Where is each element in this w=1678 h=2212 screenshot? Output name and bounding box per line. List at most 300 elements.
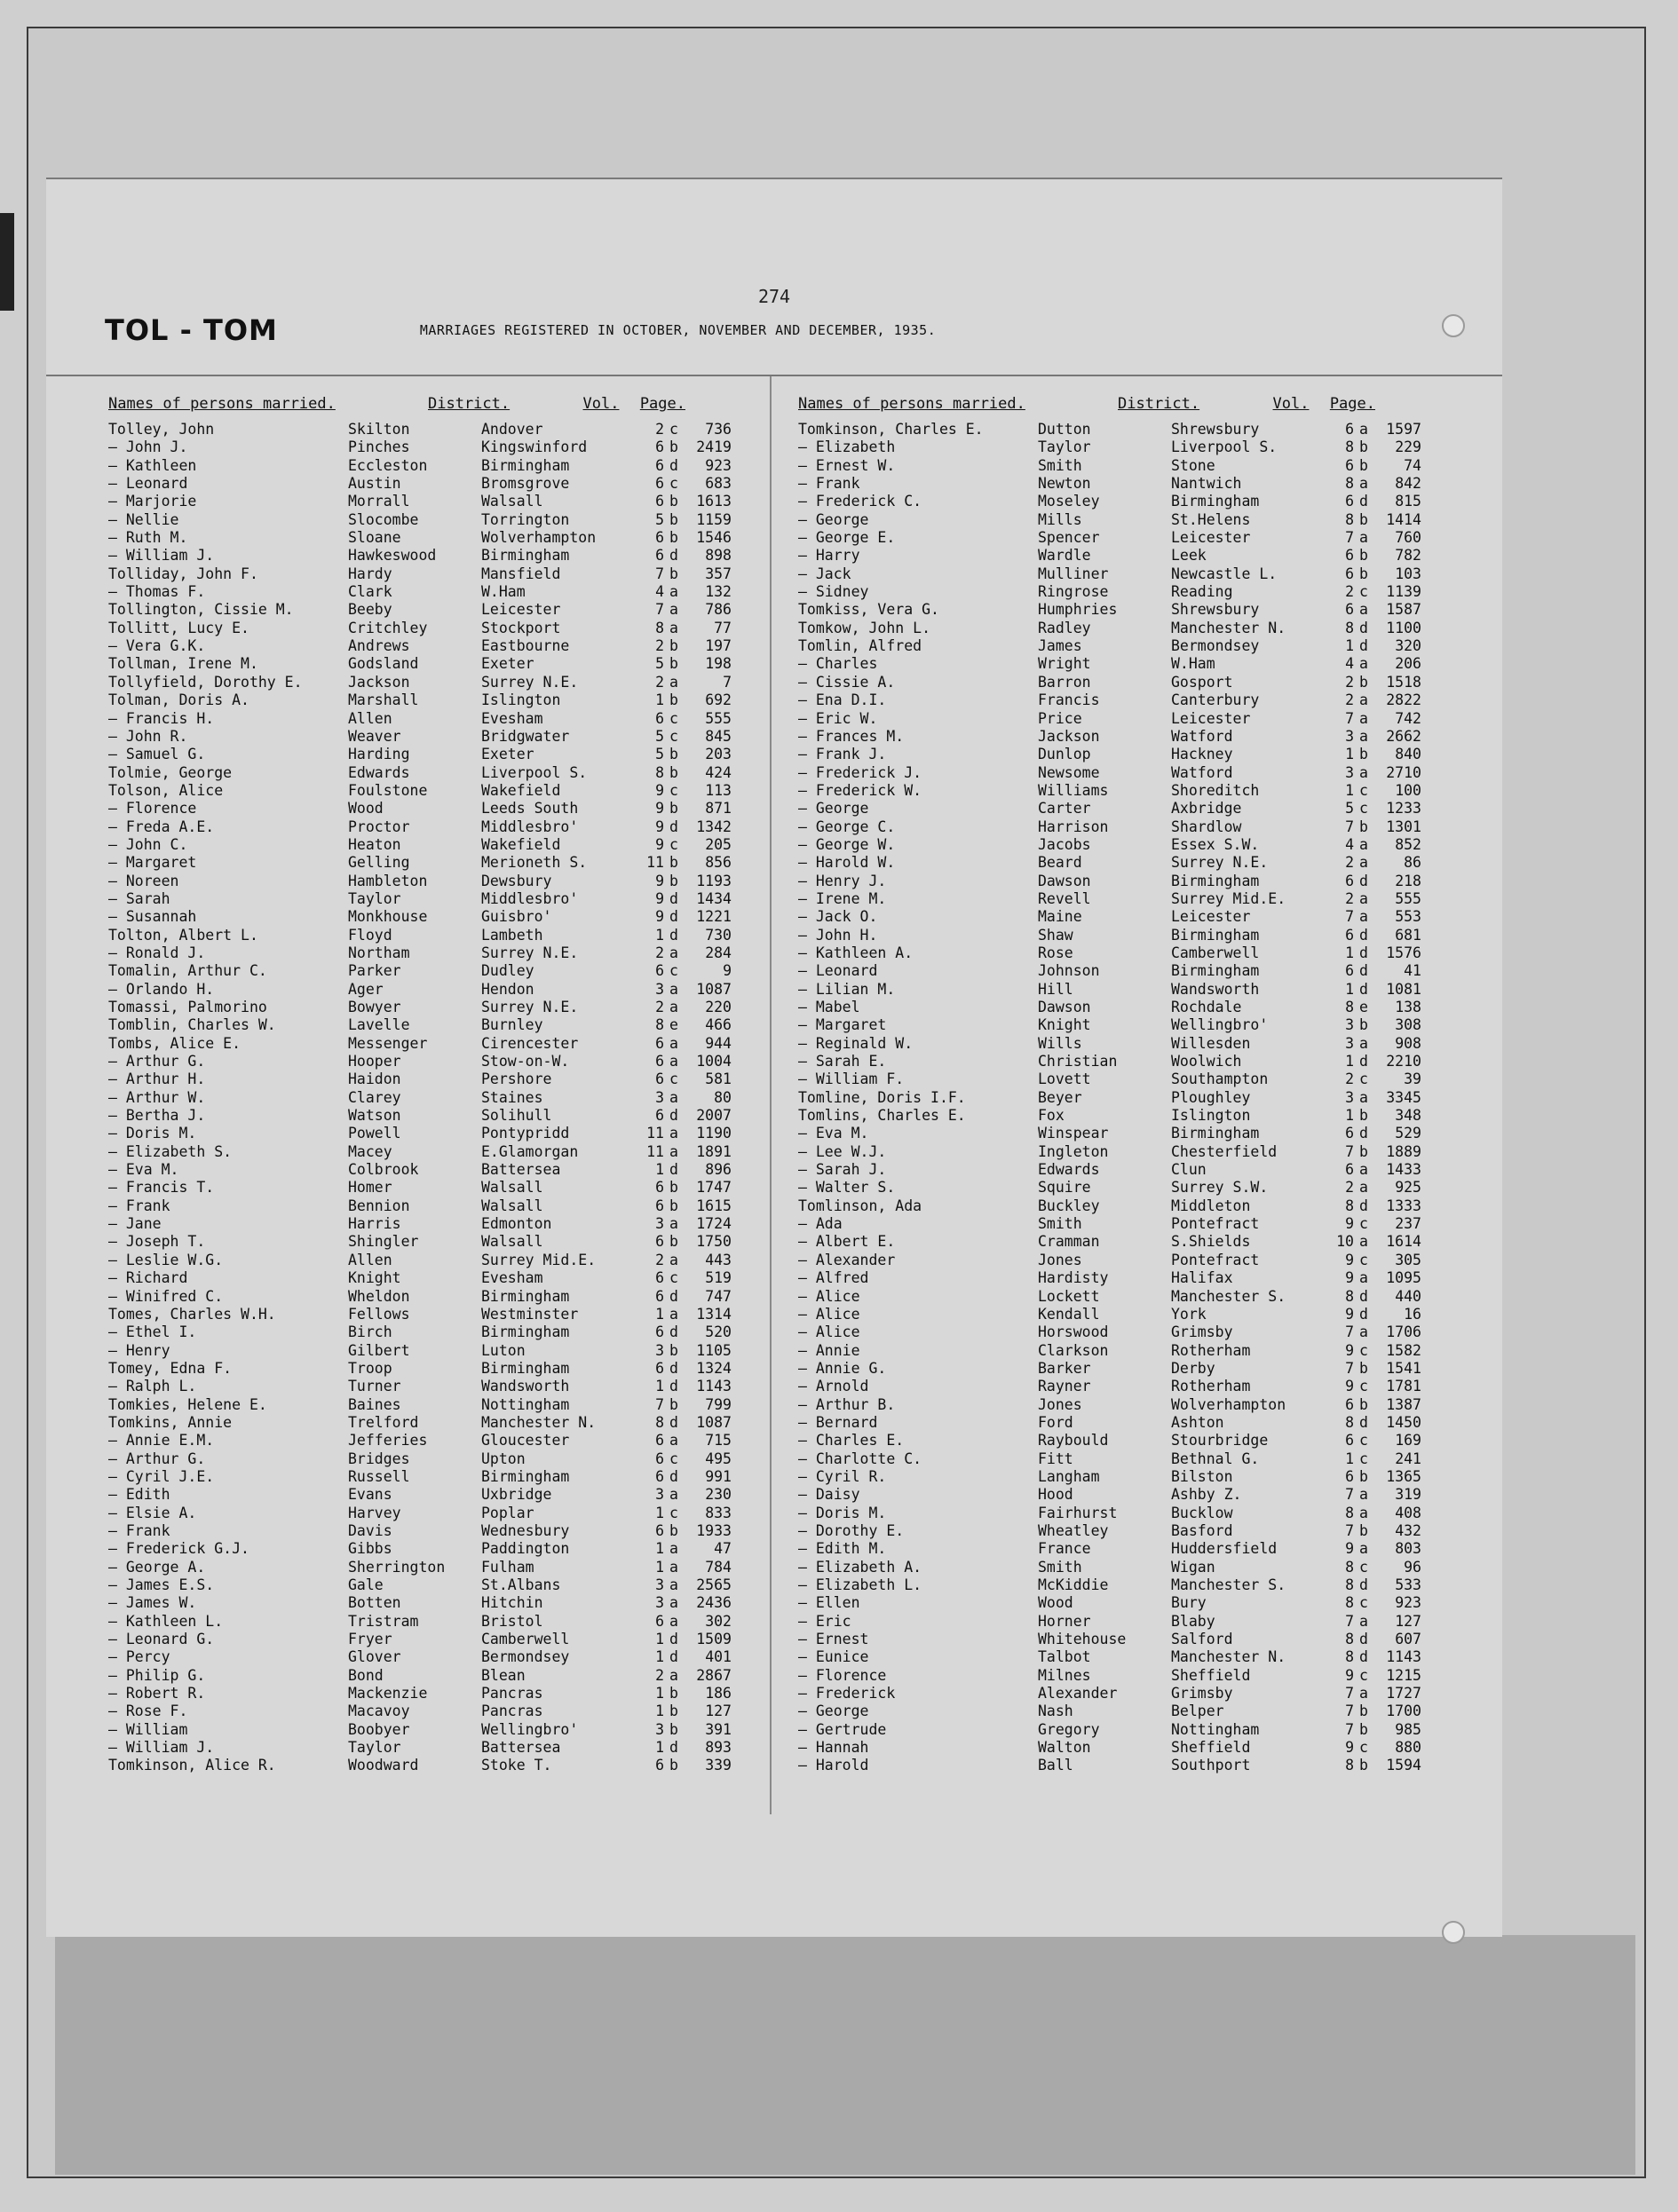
entry-district: Walsall [481,493,543,510]
entry-vol-letter: b [669,655,678,673]
entry-name: — Nellie [108,510,179,528]
entry-spouse: Humphries [1038,601,1118,619]
register-entry [798,782,1491,800]
entry-spouse: Jacobs [1038,835,1091,853]
entry-page: 16 [1404,1305,1421,1323]
entry-vol-number: 1 [655,1504,664,1521]
register-entry [798,620,1491,637]
entry-name: — Francis H. [108,709,215,727]
entry-district: Merioneth S. [481,854,588,872]
register-entry [108,1035,801,1053]
entry-page: 730 [705,926,732,944]
entry-spouse: Russell [348,1467,410,1485]
entry-name: — Doris M. [798,1504,887,1521]
entry-name: — Florence [798,1666,887,1684]
entry-name: — Bertha J. [108,1107,206,1125]
register-entry [108,1179,801,1197]
entry-spouse: Edwards [348,763,410,781]
entry-district: Middleton [1171,1197,1251,1214]
entry-vol-number: 9 [655,908,664,926]
entry-vol-letter: b [669,763,678,781]
entry-vol-letter: d [669,1359,678,1377]
entry-name: — Charles [798,655,878,673]
entry-vol-number: 6 [655,493,664,510]
entry-spouse: Gregory [1038,1720,1100,1738]
register-entry [108,1522,801,1540]
entry-spouse: Winspear [1038,1125,1109,1142]
entry-vol-number: 1 [1345,1107,1354,1125]
entry-vol-number: 8 [1345,1631,1354,1648]
entry-page: 1700 [1386,1702,1421,1720]
entry-vol-number: 6 [655,1612,664,1630]
entry-spouse: Raybould [1038,1432,1109,1450]
entry-vol-letter: a [669,1558,678,1576]
entry-vol-number: 9 [1345,1215,1354,1233]
entry-vol-number: 6 [655,1432,664,1450]
entry-name: — Ernest [798,1631,869,1648]
register-entry [108,655,801,673]
register-entry [798,691,1491,709]
entry-page: 432 [1395,1521,1421,1539]
entry-district: Bucklow [1171,1504,1233,1521]
entry-spouse: Radley [1038,619,1091,636]
page-number: 274 [757,286,791,307]
register-entry [798,890,1491,908]
entry-vol-letter: c [1359,583,1368,601]
entry-district: Blean [481,1666,526,1684]
register-entry [798,1505,1491,1522]
register-entry [798,764,1491,782]
entry-name: Tomlins, Charles E. [798,1107,966,1125]
entry-page: 1541 [1386,1359,1421,1377]
entry-spouse: Barker [1038,1359,1091,1377]
entry-vol-letter: d [669,1161,678,1179]
register-entry [798,800,1491,818]
entry-vol-letter: d [669,1378,678,1395]
entry-district: Walsall [481,1179,543,1197]
entry-spouse: Allen [348,1251,392,1268]
register-entry [108,1161,801,1179]
entry-name: — Harold W. [798,854,896,872]
entry-vol-letter: d [1359,1631,1368,1648]
entry-spouse: Talbot [1038,1648,1091,1666]
entry-name: — Frederick W. [798,781,922,799]
entry-page: 1159 [696,510,732,528]
entry-name: — Frank [798,475,860,493]
entry-spouse: Dunlop [1038,746,1091,763]
entry-spouse: Marshall [348,691,419,709]
entry-district: Staines [481,1088,543,1106]
entry-spouse: Mills [1038,510,1082,528]
page-title: TOL - TOM [105,313,278,347]
entry-spouse: Heaton [348,835,401,853]
entry-name: — George [798,510,869,528]
entry-district: York [1171,1305,1207,1323]
register-entry [108,547,801,565]
entry-district: Hitchin [481,1594,543,1612]
entry-page: 1450 [1386,1413,1421,1431]
entry-vol-letter: b [1359,1521,1368,1539]
entry-vol-number: 1 [655,926,664,944]
entry-district: Surrey Mid.E. [481,1251,597,1268]
entry-district: Reading [1171,583,1233,601]
entry-vol-letter: d [1359,1287,1368,1305]
entry-district: Kingswinford [481,438,588,456]
entry-vol-number: 7 [1345,1521,1354,1539]
entry-spouse: Watson [348,1107,401,1125]
entry-page: 1081 [1386,980,1421,998]
entry-page: 1143 [1386,1648,1421,1666]
entry-vol-letter: a [669,1432,678,1450]
entry-page: 305 [1395,1251,1421,1268]
entry-name: — James W. [108,1594,197,1612]
register-entry [108,710,801,728]
entry-district: Pontypridd [481,1125,570,1142]
register-entry [798,565,1491,583]
register-entry [108,620,801,637]
entry-vol-number: 5 [655,727,664,745]
entry-vol-number: 6 [655,1107,664,1125]
entry-name: — Elsie A. [108,1504,197,1521]
entry-page: 357 [705,565,732,582]
register-entry [798,962,1491,980]
register-entry [108,1739,801,1757]
entry-vol-number: 9 [655,818,664,835]
entry-page: 799 [705,1395,732,1413]
entry-spouse: Sherrington [348,1558,446,1576]
entry-spouse: Fitt [1038,1450,1073,1467]
entry-district: Nottingham [481,1395,570,1413]
entry-district: Shrewsbury [1171,421,1260,438]
entry-page: 607 [1395,1631,1421,1648]
entry-page: 229 [1395,438,1421,456]
entry-vol-number: 8 [655,763,664,781]
entry-page: 339 [705,1757,732,1774]
entry-vol-letter: d [669,926,678,944]
entry-spouse: Hill [1038,980,1073,998]
entry-vol-number: 8 [655,619,664,636]
entry-vol-letter: a [1359,1685,1368,1702]
entry-spouse: Morrall [348,493,410,510]
entry-district: Southport [1171,1757,1251,1774]
entry-spouse: Bennion [348,1197,410,1214]
entry-district: Leek [1171,547,1207,565]
entry-page: 1706 [1386,1323,1421,1341]
entry-vol-letter: c [1359,1341,1368,1359]
entry-name: — Henry J. [798,872,887,889]
entry-vol-number: 4 [1345,835,1354,853]
entry-district: Pontefract [1171,1251,1260,1268]
register-entry [108,1613,801,1631]
entry-district: Leicester [1171,709,1251,727]
entry-vol-number: 8 [1345,619,1354,636]
entry-name: — Philip G. [108,1666,206,1684]
entry-vol-letter: d [669,1467,678,1485]
entry-vol-number: 1 [655,1161,664,1179]
entry-name: — Sidney [798,583,869,601]
entry-spouse: Fellows [348,1305,410,1323]
entry-vol-number: 1 [655,1305,664,1323]
entry-name: — John C. [108,835,188,853]
register-entry [108,1702,801,1720]
entry-spouse: Horswood [1038,1323,1109,1341]
register-entry [798,981,1491,999]
entry-district: Hendon [481,980,534,998]
entry-page: 852 [1395,835,1421,853]
entry-name: — Winifred C. [108,1287,224,1305]
entry-district: Battersea [481,1161,561,1179]
entry-vol-number: 6 [655,1179,664,1197]
entry-name: — Frederick G.J. [108,1540,249,1558]
entry-name: — William F. [798,1070,905,1088]
entry-spouse: Ingleton [1038,1142,1109,1160]
entry-page: 1889 [1386,1142,1421,1160]
entry-vol-number: 7 [1345,529,1354,547]
entry-spouse: Johnson [1038,962,1100,980]
entry-page: 923 [705,456,732,474]
entry-vol-letter: a [669,1576,678,1593]
entry-name: — Margaret [798,1016,887,1034]
entry-page: 96 [1404,1558,1421,1576]
entry-district: Ploughley [1171,1088,1251,1106]
entry-vol-number: 6 [1345,421,1354,438]
register-entry [798,674,1491,691]
entry-district: Dewsbury [481,872,552,889]
entry-vol-number: 2 [655,421,664,438]
entry-page: 908 [1395,1034,1421,1052]
entry-name: Tolman, Doris A. [108,691,249,709]
entry-district: Halifax [1171,1269,1233,1287]
entry-name: — Ralph L. [108,1378,197,1395]
entry-spouse: Ager [348,980,384,998]
register-entry [798,1559,1491,1576]
entry-spouse: Clarkson [1038,1341,1109,1359]
entry-page: 880 [1395,1739,1421,1757]
entry-district: Surrey S.W. [1171,1179,1269,1197]
entry-district: Basford [1171,1521,1233,1539]
entry-name: — Ena D.I. [798,691,887,709]
entry-name: — Frank [108,1521,170,1539]
entry-vol-letter: b [669,1685,678,1702]
entry-vol-number: 6 [1345,926,1354,944]
entry-vol-letter: a [1359,475,1368,493]
entry-spouse: Gilbert [348,1341,410,1359]
entry-page: 1301 [1386,818,1421,835]
entry-vol-letter: d [669,456,678,474]
entry-spouse: Davis [348,1521,392,1539]
entry-vol-number: 8 [1345,1594,1354,1612]
entry-name: Tomalin, Arthur C. [108,962,267,980]
entry-vol-letter: d [669,1413,678,1431]
entry-district: Dudley [481,962,534,980]
register-entry [798,1450,1491,1468]
entry-vol-letter: c [1359,1070,1368,1088]
entry-district: Watford [1171,727,1233,745]
register-entry [798,601,1491,619]
entry-name: — Arnold [798,1378,869,1395]
entry-name: — Alice [798,1287,860,1305]
entry-page: 218 [1395,872,1421,889]
entry-district: W.Ham [481,583,526,601]
entry-district: Pancras [481,1685,543,1702]
entry-vol-letter: d [669,908,678,926]
entry-district: Bilston [1171,1467,1233,1485]
entry-name: — Ethel I. [108,1323,197,1341]
entry-name: — Kathleen L. [108,1612,224,1630]
entry-district: Belper [1171,1702,1224,1720]
entry-vol-letter: b [669,1233,678,1251]
entry-vol-number: 9 [655,835,664,853]
entry-district: Wellingbro' [481,1720,579,1738]
register-entry [108,1648,801,1666]
entry-vol-number: 1 [1345,1053,1354,1070]
entry-vol-letter: a [1359,691,1368,709]
entry-vol-number: 6 [1345,456,1354,474]
entry-vol-letter: d [1359,1053,1368,1070]
entry-name: — George [798,1702,869,1720]
entry-page: 284 [705,944,732,961]
entry-vol-number: 6 [655,456,664,474]
entry-district: Gosport [1171,673,1233,691]
entry-district: Bury [1171,1594,1207,1612]
entry-vol-letter: c [1359,1251,1368,1268]
entry-spouse: Beyer [1038,1088,1082,1106]
entry-vol-number: 9 [655,800,664,818]
entry-vol-number: 6 [1345,565,1354,582]
entry-spouse: Tristram [348,1612,419,1630]
entry-name: — Vera G.K. [108,637,206,655]
entry-spouse: Jackson [348,673,410,691]
entry-spouse: Weaver [348,727,401,745]
register-entry [798,1667,1491,1685]
entry-district: Rotherham [1171,1341,1251,1359]
entry-vol-number: 7 [1345,908,1354,926]
register-entry [798,421,1491,438]
entry-page: 103 [1395,565,1421,582]
entry-page: 529 [1395,1125,1421,1142]
entry-name: — Cyril R. [798,1467,887,1485]
register-entry [798,1107,1491,1125]
entry-page: 138 [1395,999,1421,1015]
entry-vol-letter: c [669,421,678,438]
entry-name: — Percy [108,1648,170,1666]
register-entry [798,1161,1491,1179]
entry-vol-number: 1 [655,1739,664,1757]
entry-vol-letter: b [669,1757,678,1774]
entry-page: 1434 [696,889,732,907]
entry-name: — John R. [108,727,188,745]
entry-page: 782 [1395,547,1421,565]
entry-spouse: Clarey [348,1088,401,1106]
register-entry [798,1143,1491,1161]
entry-name: — Walter S. [798,1179,896,1197]
register-entry [108,1396,801,1414]
register-entry [108,818,801,836]
entry-vol-number: 6 [655,1450,664,1467]
entry-district: Solihull [481,1107,552,1125]
entry-vol-letter: a [669,1053,678,1070]
entry-name: — Annie [798,1341,860,1359]
register-entry [108,764,801,782]
entry-name: — Samuel G. [108,746,206,763]
entry-vol-number: 1 [1345,1450,1354,1467]
entry-vol-letter: b [669,529,678,547]
entry-spouse: Macey [348,1142,392,1160]
entry-spouse: Ford [1038,1413,1073,1431]
entry-spouse: Taylor [1038,438,1091,456]
register-entry [798,1215,1491,1233]
register-entry [798,1631,1491,1648]
entry-name: Tollyfield, Dorothy E. [108,673,303,691]
entry-vol-letter: b [669,1395,678,1413]
entry-name: — Joseph T. [108,1233,206,1251]
left-column [108,389,801,1775]
entry-district: Blaby [1171,1612,1215,1630]
entry-page: 1724 [696,1215,732,1233]
entry-spouse: Ball [1038,1757,1073,1774]
register-entry [108,691,801,709]
entry-vol-letter: b [669,1341,678,1359]
entry-district: Wakefield [481,835,561,853]
entry-district: Nottingham [1171,1720,1260,1738]
register-entry [798,818,1491,836]
entry-name: — Arthur G. [108,1450,206,1467]
register-entry [108,1667,801,1685]
register-entry [798,746,1491,763]
entry-spouse: Dutton [1038,421,1091,438]
entry-district: Canterbury [1171,691,1260,709]
register-entry [108,1414,801,1432]
entry-page: 74 [1404,456,1421,474]
entry-vol-letter: d [1359,1576,1368,1593]
entry-name: — William J. [108,547,215,565]
entry-vol-number: 6 [655,1359,664,1377]
entry-page: 2210 [1386,1053,1421,1070]
entry-vol-letter: a [669,1034,678,1052]
entry-vol-letter: b [1359,1720,1368,1738]
register-entry [798,1179,1491,1197]
entry-page: 1891 [696,1142,732,1160]
entry-page: 127 [1395,1612,1421,1630]
register-entry [798,457,1491,475]
entry-page: 553 [1395,908,1421,926]
register-entry [798,1486,1491,1504]
entry-district: Watford [1171,763,1233,781]
register-entry [108,601,801,619]
entry-page: 1233 [1386,800,1421,818]
entry-page: 1615 [696,1197,732,1214]
entry-vol-letter: b [669,510,678,528]
register-entry [798,1432,1491,1450]
entry-vol-number: 11 [646,1142,664,1160]
entry-name: — Eva M. [108,1161,179,1179]
entry-name: — Arthur B. [798,1395,896,1413]
entry-page: 1314 [696,1305,732,1323]
entry-name: Tomkinson, Charles E. [798,421,984,438]
entry-vol-letter: a [1359,1161,1368,1179]
entry-vol-letter: d [1359,944,1368,961]
entry-vol-letter: b [1359,438,1368,456]
entry-name: — Ada [798,1215,843,1233]
entry-vol-letter: c [1359,1666,1368,1684]
entry-vol-number: 2 [655,944,664,961]
entry-spouse: Horner [1038,1612,1091,1630]
entry-name: — Doris M. [108,1125,197,1142]
entry-name: — George C. [798,818,896,835]
entry-district: Rochdale [1171,999,1242,1015]
entry-district: Leicester [481,601,561,619]
entry-district: Wakefield [481,781,561,799]
